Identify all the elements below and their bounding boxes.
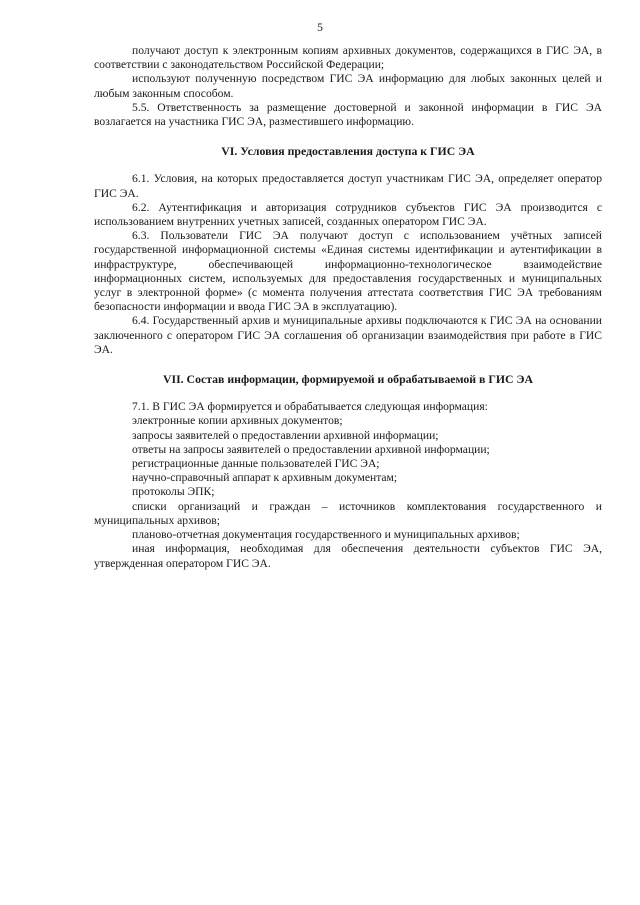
paragraph: 6.3. Пользователи ГИС ЭА получают доступ с использованием учётных записей государственной информационной системы «Единая системы идентификации и аутентификации в инфраструктуре, обеспечивающей информационно-технологическое взаимодействие информационных систем, используемых для предоставления государственных и муниципальных услуг в электронной форме» (с момента получения аттестата соответствия ГИС ЭА требованиям безопасности информации и ввода ГИС ЭА в эксплуатацию). <box>94 229 602 314</box>
list-item: списки организаций и граждан – источников комплектования государственного и муниципальных архивов; <box>94 499 602 527</box>
paragraph: 6.1. Условия, на которых предоставляется доступ участникам ГИС ЭА, определяет оператор ГИС ЭА. <box>94 172 602 200</box>
paragraph: 6.4. Государственный архив и муниципальные архивы подключаются к ГИС ЭА на основании заключенного с оператором ГИС ЭА соглашения об организации взаимодействия при работе в ГИС ЭА. <box>94 314 602 356</box>
list-item: регистрационные данные пользователей ГИС ЭА; <box>132 457 380 471</box>
paragraph: используют полученную посредством ГИС ЭА информацию для любых законных целей и любым законным способом. <box>94 72 602 100</box>
page-number: 5 <box>317 22 323 34</box>
section-7-heading: VII. Состав информации, формируемой и обрабатываемой в ГИС ЭА <box>162 372 534 387</box>
list-item: научно-справочный аппарат к архивным документам; <box>132 471 398 485</box>
list-item: иная информация, необходимая для обеспечения деятельности субъектов ГИС ЭА, утвержденная оператором ГИС ЭА. <box>94 542 602 570</box>
list-item: планово-отчетная документация государственного и муниципальных архивов; <box>132 528 520 542</box>
page-content <box>94 44 602 571</box>
list-item: электронные копии архивных документов; <box>132 414 343 428</box>
paragraph: 7.1. В ГИС ЭА формируется и обрабатывается следующая информация: <box>132 400 488 414</box>
list-item: ответы на запросы заявителей о предоставлении архивной информации; <box>132 442 490 456</box>
paragraph: 5.5. Ответственность за размещение достоверной и законной информации в ГИС ЭА возлагается на участника ГИС ЭА, разместившего информацию. <box>94 100 602 129</box>
paragraph: 6.2. Аутентификация и авторизация сотрудников субъектов ГИС ЭА производится с использованием внутренних учетных записей, созданных оператором ГИС ЭА. <box>94 200 602 229</box>
section-6-heading: VI. Условия предоставления доступа к ГИС ЭА <box>221 144 475 159</box>
list-item: протоколы ЭПК; <box>132 485 215 499</box>
list-item: запросы заявителей о предоставлении архивной информации; <box>132 428 439 442</box>
paragraph: получают доступ к электронным копиям архивных документов, содержащихся в ГИС ЭА, в соответствии с законодательством Российской Федерации; <box>94 44 602 72</box>
